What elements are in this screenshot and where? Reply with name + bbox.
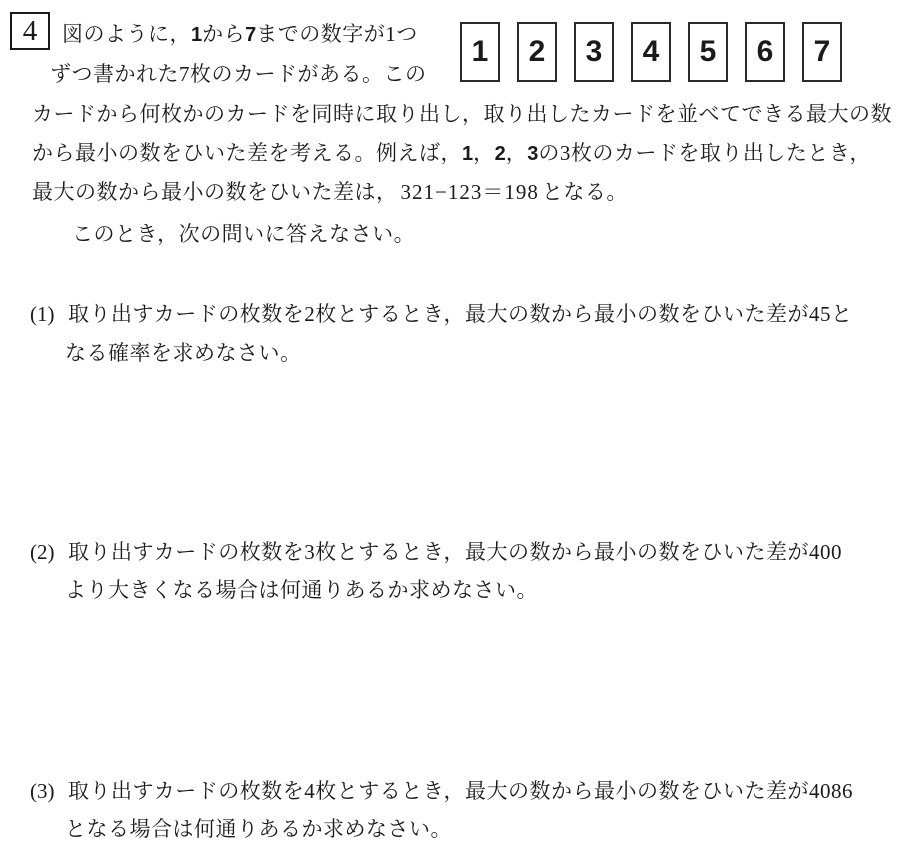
card-6 [745,22,785,82]
card-digit: 2 [528,35,546,68]
bold-digit: 1 [462,143,474,165]
question-3-text: 取り出すカードの枚数を4枚とするとき，最大の数から最小の数をひいた差が4086 [68,779,853,803]
example-equation: 321−123＝198 [400,180,539,204]
problem-number-box [10,12,50,50]
question-2-text: 取り出すカードの枚数を3枚とするとき，最大の数から最小の数をひいた差が400 [68,540,842,564]
intro-line-4 [32,139,871,168]
intro-line-2: ずつ書かれた7枚のカードがある。この [50,62,427,86]
intro-line-6: このとき，次の問いに答えなさい。 [72,222,416,246]
intro-line-3: カードから何枚かのカードを同時に取り出し，取り出したカードを並べてできる最大の数 [32,102,892,126]
card-digit: 3 [585,35,603,68]
question-3-marker: (3) [30,779,55,803]
card-digit: 1 [471,35,489,68]
cards-figure [460,22,842,82]
intro-text: 最大の数から最小の数をひいた差は， [32,180,398,204]
intro-text: ， [473,141,495,165]
card-1 [460,22,500,82]
intro-text: の3枚のカードを取り出したとき， [538,141,872,165]
question-1-line-2: なる確率を求めなさい。 [65,341,302,365]
intro-text: までの数字が1つ [256,22,418,46]
bold-digit: 3 [527,143,539,165]
bold-digit: 2 [494,143,506,165]
intro-line-5 [32,178,628,206]
card-2 [517,22,557,82]
question-3-line-1 [30,777,853,805]
card-digit: 6 [756,35,774,68]
question-2-line-2: より大きくなる場合は何通りあるか求めなさい。 [65,578,538,602]
card-digit: 4 [642,35,660,68]
problem-number: 4 [22,15,38,47]
question-2-marker: (2) [30,540,55,564]
card-4 [631,22,671,82]
question-1-text: 取り出すカードの枚数を2枚とするとき，最大の数から最小の数をひいた差が45と [68,302,853,326]
intro-text: から最小の数をひいた差を考える。例えば， [32,141,462,165]
intro-text: となる。 [541,180,628,204]
card-3 [574,22,614,82]
question-1-marker: (1) [30,302,55,326]
question-2-line-1 [30,538,842,566]
card-digit: 7 [813,35,831,68]
intro-text: ， [505,141,528,165]
intro-text: から [202,22,246,46]
card-7 [802,22,842,82]
bold-digit: 1 [191,24,203,46]
card-digit: 5 [699,35,717,68]
question-3-line-2: となる場合は何通りあるか求めなさい。 [65,817,452,841]
intro-line-1 [62,20,418,49]
intro-text: 図のように， [62,22,191,46]
bold-digit: 7 [245,24,257,46]
question-1-line-1 [30,300,852,328]
card-5 [688,22,728,82]
